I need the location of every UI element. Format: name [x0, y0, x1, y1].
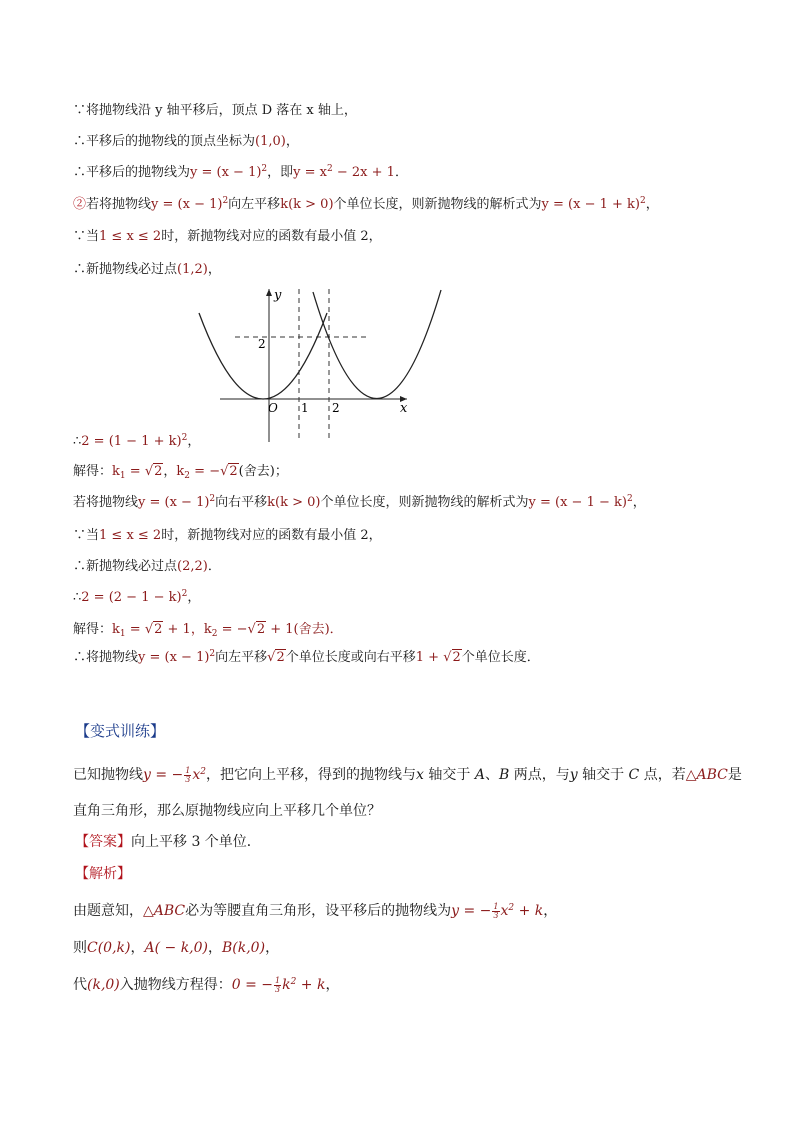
punct: ， [187, 590, 201, 605]
text-line-12 [73, 589, 200, 607]
punct: ， [207, 262, 221, 277]
problem-line-1 [73, 765, 742, 785]
text-line-3 [73, 164, 408, 182]
equation-expanded: $y = x^2 - 2x + 1$ [293, 164, 395, 180]
vertex-coord: (1,0) [255, 134, 286, 149]
analysis-text: 由题意知， [73, 903, 143, 919]
analysis-sub: 代 [73, 977, 87, 993]
punct: ， [543, 903, 558, 919]
analysis-line-1 [73, 901, 557, 921]
label-y: y [274, 288, 282, 303]
problem-text-d: 两点，与 [509, 767, 570, 783]
answer-text: 向上平移 3 个单位． [131, 834, 261, 850]
parabola-graph [195, 287, 445, 447]
triangle-abc: △ABC [685, 767, 728, 783]
text-line-2 [73, 133, 299, 151]
triangle-abc-2: △ABC [143, 903, 186, 919]
text-line-14 [73, 649, 540, 667]
parabola-left [199, 313, 327, 399]
line-3-text-b: ，即 [267, 165, 294, 180]
answer-line [75, 832, 261, 852]
line-10-text-b: 时，新抛物线对应的函数有最小值 2， [161, 528, 382, 543]
var-x: x [416, 767, 424, 783]
solve-label-2: 解得： [73, 622, 113, 637]
punct: ． [207, 559, 221, 574]
line-1-text: ∵将抛物线沿 y 轴平移后，顶点 D 落在 x 轴上， [73, 103, 357, 118]
text-line-8 [73, 463, 288, 481]
punct: ， [208, 940, 222, 956]
point-a: A [474, 767, 485, 783]
equation-sub: 0 = − $\frac{1}{3}$ $k^2 + k$ [231, 975, 326, 994]
analysis-line-2 [73, 938, 279, 958]
interval-2: 1 ≤ x ≤ 2 [99, 528, 162, 543]
analysis-line-3 [73, 975, 339, 995]
equation-vertex-form: $y = (x - 1)^2$ [190, 164, 268, 180]
point-1-2: (1,2) [177, 262, 208, 277]
punct: ， [632, 495, 646, 510]
problem-text-b: ，把它向上平移，得到的抛物线与 [206, 767, 417, 783]
label-tick-2: 2 [332, 401, 340, 415]
equation-1: $2 = (1 - 1 + k)^2$ [81, 433, 188, 449]
punct: ， [265, 940, 280, 956]
point-a-coord: A( − k,0) [144, 940, 208, 956]
line-10-text: ∵当 [73, 528, 100, 543]
point-c: C [628, 767, 640, 783]
line-4-text: 若将抛物线 [86, 197, 152, 212]
text-line-4 [73, 196, 659, 214]
equation-original-2: $y = (x - 1)^2$ [138, 494, 216, 510]
line-9-text-c: 个单位长度，则新抛物线的解析式为 [320, 495, 529, 510]
problem-line-2 [73, 801, 381, 821]
label-x: x [400, 401, 408, 416]
text-line-10 [73, 527, 382, 545]
parabola-right [313, 290, 441, 399]
shift-k-2: k(k > 0) [267, 495, 321, 510]
text-line-5 [73, 228, 382, 246]
line-4-text-c: 个单位长度，则新抛物线的解析式为 [333, 197, 542, 212]
equation-original: $y = (x - 1)^2$ [151, 196, 229, 212]
var-y: y [569, 767, 578, 783]
conclusion-text-c: 个单位长度或向右平移 [285, 650, 416, 665]
k1-solution-2: $k_1 = √2 + 1$， [112, 622, 204, 639]
therefore: ∴ [73, 434, 82, 449]
analysis-then: 则 [73, 940, 87, 956]
text-line-13 [73, 621, 343, 639]
line-3-text: ∴平移后的抛物线为 [73, 165, 191, 180]
bracket-open: 【 [75, 722, 91, 740]
equation-right-shift: $y = (x - 1 - k)^2$ [528, 494, 633, 510]
punct: ， [163, 464, 177, 479]
one-plus-sqrt2: 1 + √2 [415, 650, 461, 665]
k2-solution-2: $k_2 = -√2 + 1$(舍去)． [203, 622, 343, 639]
shift-k: k(k > 0) [280, 197, 334, 212]
discard-note: (舍去)； [238, 464, 288, 479]
text-line-6 [73, 261, 221, 279]
text-line-11 [73, 558, 221, 576]
interval: 1 ≤ x ≤ 2 [99, 229, 162, 244]
point-b: B [498, 767, 510, 783]
sqrt-2: √2 [267, 650, 285, 665]
point-c-coord: C(0,k) [87, 940, 131, 956]
line-5-text-b: 时，新抛物线对应的函数有最小值 2， [161, 229, 382, 244]
analysis-text-b: 必为等腰直角三角形，设平移后的抛物线为 [185, 903, 452, 919]
line-2-text: ∴平移后的抛物线的顶点坐标为 [73, 134, 256, 149]
text-line-9 [73, 494, 646, 512]
conclusion-text: ∴将抛物线 [73, 650, 139, 665]
k1-solution: $k_1 = √2$ [112, 464, 163, 481]
y-axis-arrow [266, 289, 272, 296]
analysis-text-c: 入抛物线方程得： [119, 977, 232, 993]
analysis-tag: 【解析】 [75, 866, 131, 882]
label-origin: O [268, 401, 278, 415]
problem-text-g: 是 [727, 767, 742, 783]
analysis-tag-line [75, 864, 131, 884]
point-b-coord: B(k,0) [222, 940, 266, 956]
bracket-close: 】 [150, 722, 166, 740]
text-line-7 [73, 433, 200, 451]
punct: ， [130, 940, 145, 956]
line-9-text: 若将抛物线 [73, 495, 139, 510]
therefore: ∴ [73, 590, 82, 605]
line-6-text: ∴新抛物线必过点 [73, 262, 178, 277]
text-line-1 [73, 102, 357, 120]
line-5-text: ∵当 [73, 229, 100, 244]
equation-given: y = − $\frac{1}{3}$ $x^2$ [143, 765, 207, 784]
conclusion-text-b: 向左平移 [215, 650, 268, 665]
problem-text-e: 轴交于 [577, 767, 629, 783]
point-2-2: (2,2) [177, 559, 208, 574]
problem-text-f: 点，若 [639, 767, 686, 783]
label-y-2: 2 [258, 337, 266, 351]
punct: ， [187, 434, 201, 449]
point-k0: (k,0) [87, 977, 120, 993]
section-heading-variant [75, 720, 165, 742]
equation-left-shift: $y = (x - 1 + k)^2$ [541, 196, 646, 212]
answer-tag: 【答案】 [75, 834, 131, 850]
line-11-text: ∴新抛物线必过点 [73, 559, 178, 574]
punct: ． [394, 165, 408, 180]
equation-shifted: y = − $\frac{1}{3}$ $x^2 + k$ [451, 901, 544, 920]
problem-question: 直角三角形，那么原抛物线应向上平移几个单位？ [73, 803, 381, 819]
punct: 、 [484, 767, 499, 783]
line-4-text-b: 向左平移 [228, 197, 281, 212]
k2-solution: $k_2 = -√2$ [176, 464, 238, 481]
punct: ， [285, 134, 299, 149]
line-9-text-b: 向右平移 [215, 495, 268, 510]
problem-text: 已知抛物线 [73, 767, 143, 783]
equation-original-3: $y = (x - 1)^2$ [138, 649, 216, 665]
conclusion-text-d: 个单位长度． [461, 650, 540, 665]
problem-text-c: 轴交于 [423, 767, 475, 783]
punct: ， [325, 977, 340, 993]
label-tick-1: 1 [301, 401, 309, 415]
circled-number-2: ② [73, 197, 87, 212]
equation-2: $2 = (2 - 1 - k)^2$ [81, 589, 188, 605]
solve-label: 解得： [73, 464, 113, 479]
punct: ， [645, 197, 659, 212]
heading-text: 变式训练 [90, 722, 151, 740]
